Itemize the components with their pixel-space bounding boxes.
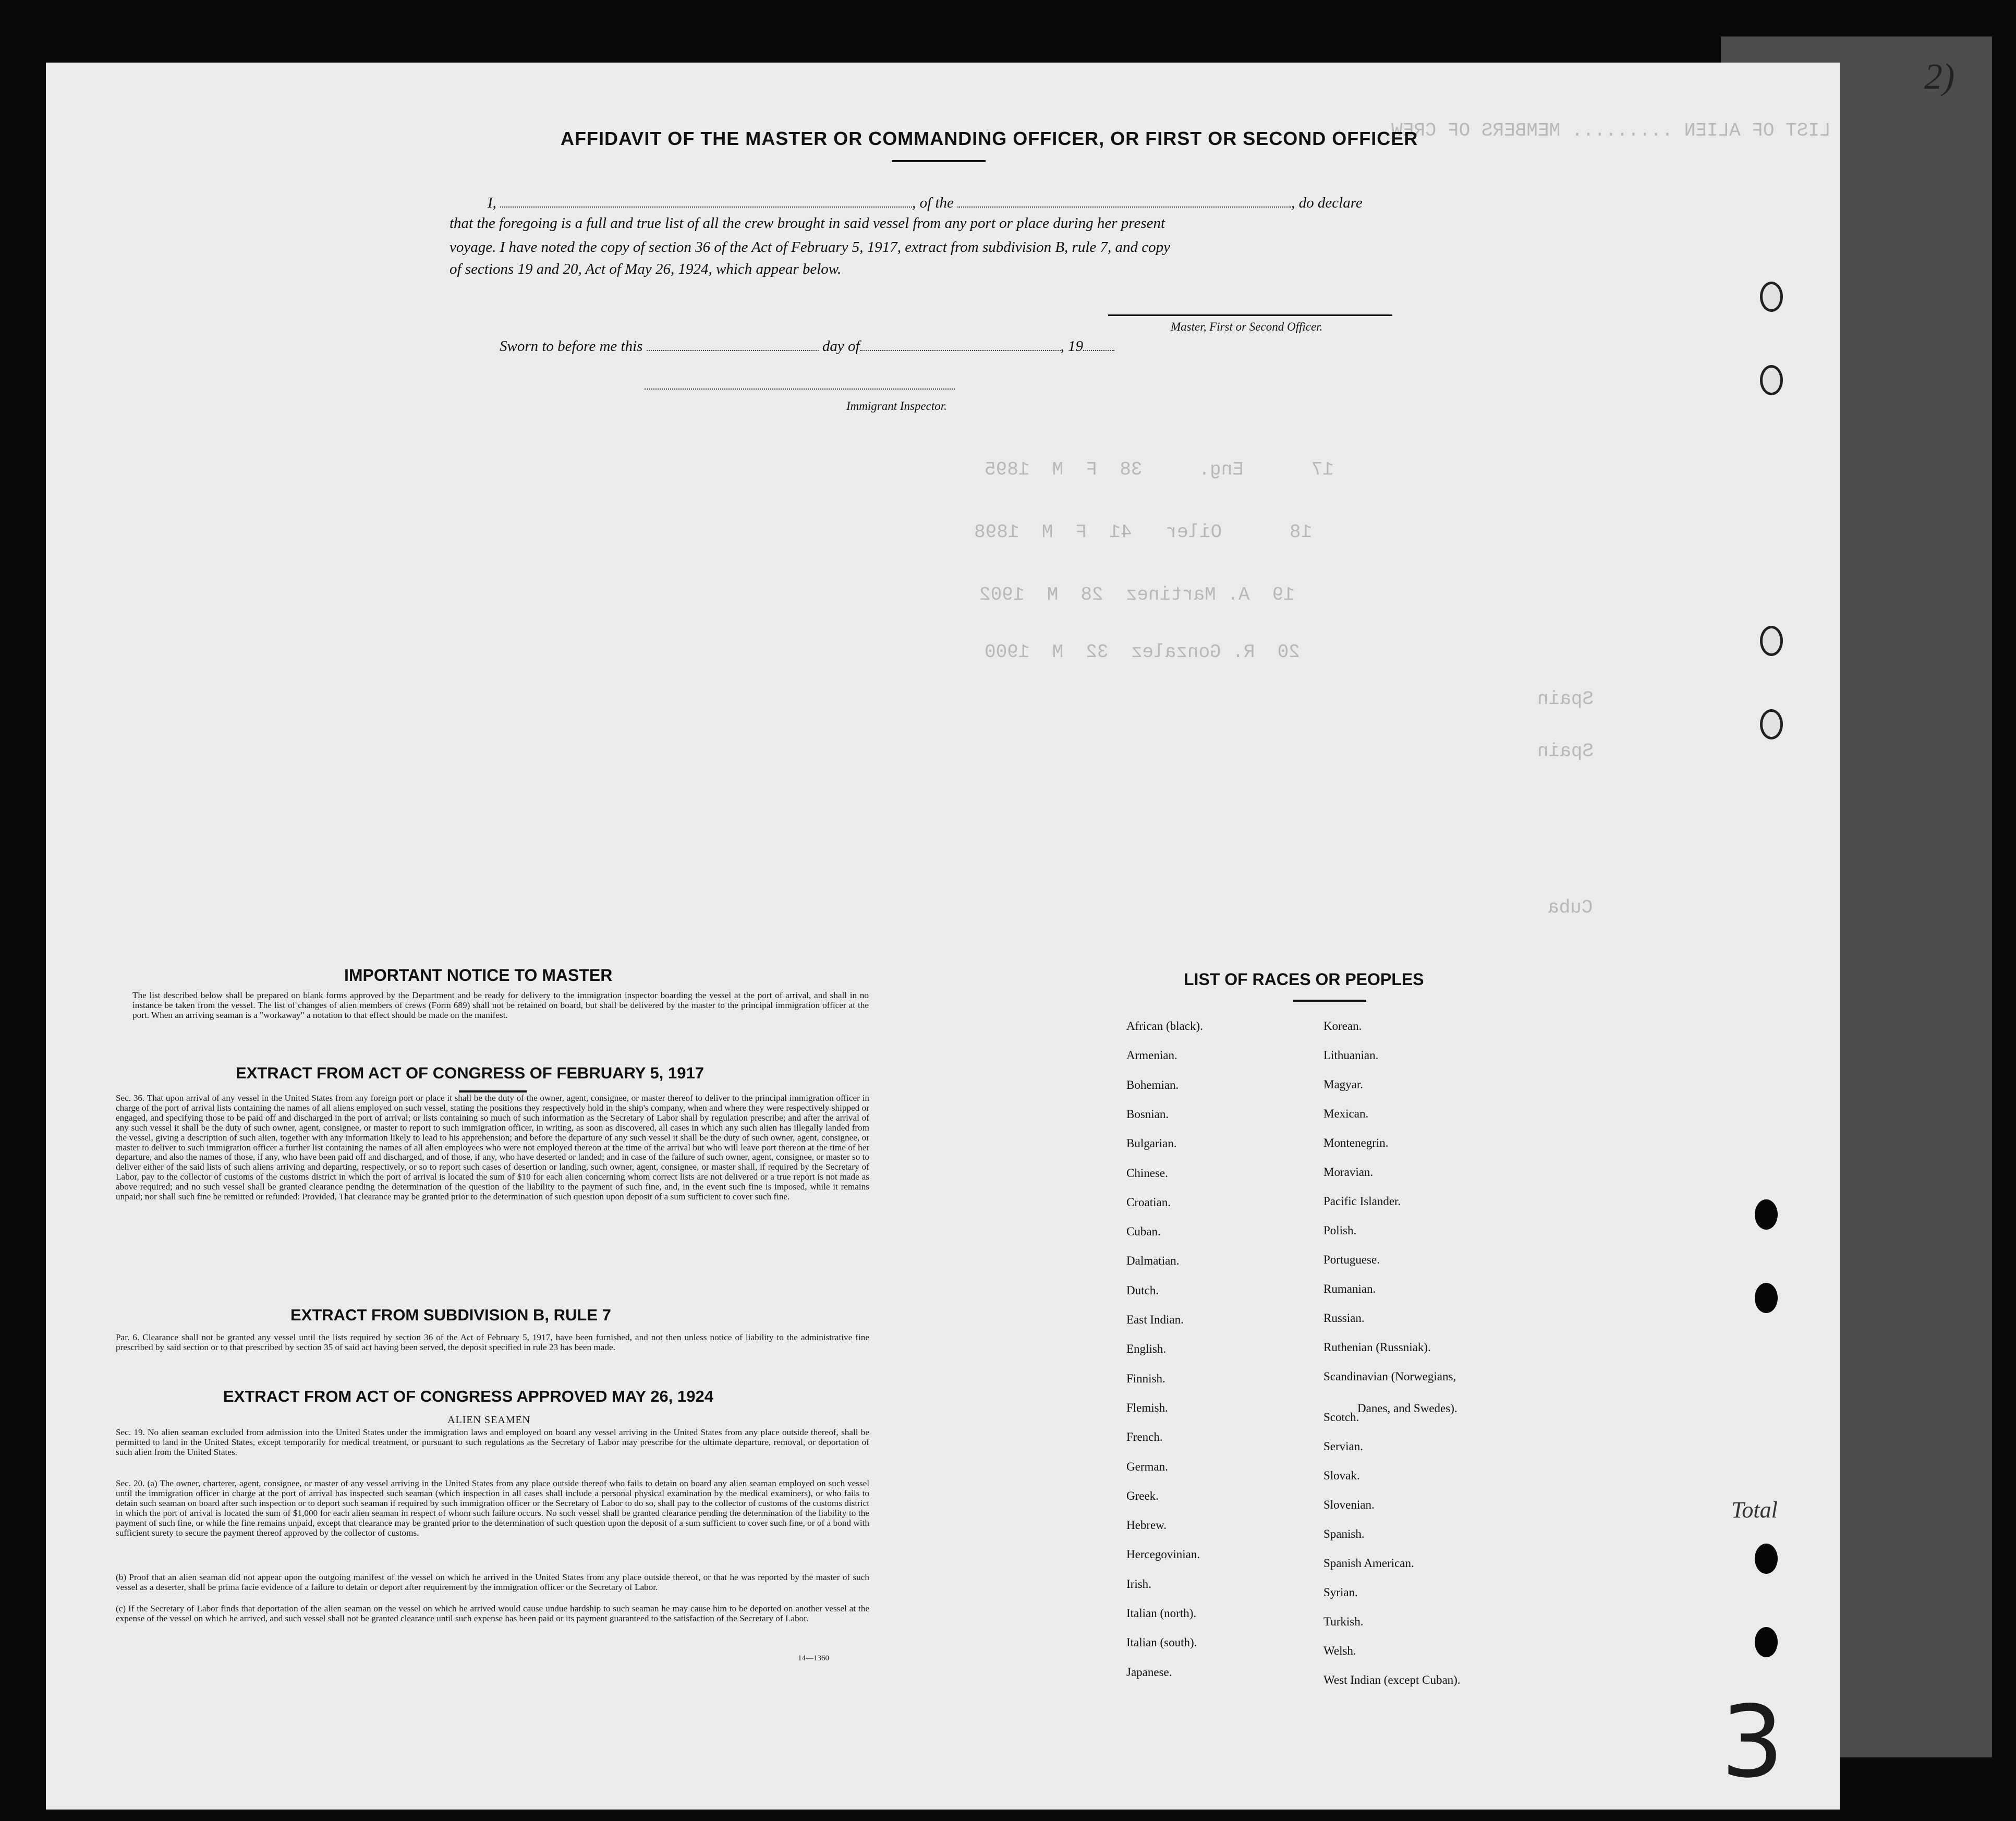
sworn-line	[500, 338, 1114, 355]
race-item: Slovenian.	[1323, 1498, 1375, 1511]
race-item: Slovak.	[1323, 1469, 1360, 1482]
races-title: LIST OF RACES OR PEOPLES	[1184, 970, 1424, 989]
extract-1917-title: EXTRACT FROM ACT OF CONGRESS OF FEBRUARY 5, 1917	[236, 1064, 704, 1082]
race-item: Cuban.	[1126, 1225, 1161, 1238]
race-item: African (black).	[1126, 1019, 1203, 1033]
inspector-signature-line	[645, 389, 955, 390]
race-item: Turkish.	[1323, 1615, 1364, 1628]
sworn-prefix: Sworn to before me this	[500, 338, 643, 355]
race-item: French.	[1126, 1430, 1163, 1443]
punch-hole	[1755, 1544, 1778, 1574]
sec20c-body: (c) If the Secretary of Labor finds that deportation of the alien seaman on the vessel on which he arrived would cause undue hardship to such seaman he may cause him to be deported on another vessel at the expense of the vessel on which he arrived, and such vessel shall not be granted clearance until such expense has been paid or its payment guaranteed to the satisfaction of the Secretary of Labor.	[116, 1604, 869, 1623]
race-item: Italian (south).	[1126, 1636, 1197, 1649]
race-item: Russian.	[1323, 1312, 1365, 1325]
master-signature-line	[1108, 314, 1392, 316]
bleed-through-text: 17 Eng. 38 F M 1895	[985, 459, 1334, 480]
race-item: Lithuanian.	[1323, 1049, 1379, 1062]
race-item: Flemish.	[1126, 1401, 1168, 1414]
handwritten-page-number: 2)	[1924, 57, 1955, 97]
race-item: Bulgarian.	[1126, 1137, 1177, 1150]
race-item: Magyar.	[1323, 1078, 1364, 1091]
punch-hole	[1760, 626, 1783, 656]
race-item: Bosnian.	[1126, 1108, 1169, 1121]
race-item: Scandinavian (Norwegians,	[1323, 1370, 1456, 1383]
affidavit-of-the: , of the	[912, 195, 954, 211]
handwritten-number: 3	[1721, 1684, 1784, 1800]
document-page	[46, 63, 1840, 1810]
race-item: English.	[1126, 1342, 1167, 1355]
race-item: Servian.	[1323, 1440, 1364, 1453]
race-item: German.	[1126, 1460, 1168, 1473]
title-rule	[892, 160, 986, 162]
extract-1917-body: Sec. 36. That upon arrival of any vessel in the United States from any foreign port or place it shall be the duty of the owner, agent, consignee, or master thereof to deliver to the principal immigration officer in charge of the port of arrival lists containing the names of all aliens employed on such vessel, stating the positions they respectively hold in the ship's company, when and where they were respectively shipped or engaged, and specifying those to be paid off and discharged in the port of arrival; or lists containing so much of such information as the Secretary of Labor shall by regulation prescribe; and after the arrival of any such vessel it shall be the duty of such owner, agent, consignee, or master to report to such immigration officer, in writing, as soon as discovered, all cases in which any such alien has illegally landed from the vessel, giving a description of such alien, together with any information likely to lead to his apprehension; and before the departure of any such vessel it shall be the duty of such owner, agent, consignee, or master to deliver to such immigration officer a further list containing the names of all alien employees who were not employed thereon at the time of the arrival but who will leave port thereon at the time of her departure, and also the names of those, if any, who have been paid off and discharged, and of those, if any, who have deserted or landed; and in case of the failure of such owner, agent, consignee, or master so to deliver either of the said lists of such aliens arriving and departing, respectively, or so to report such cases of desertion or landing, such owner, agent, consignee, or master shall, if required by the Secretary of Labor, pay to the collector of customs of the customs district in which the port of arrival is located the sum of $10 for each alien concerning whom correct lists are not delivered or a true report is not made as above required; and no such vessel shall be granted clearance pending the determination of the question of the liability to the payment of such fine, and, in the event such fine is imposed, while it remains unpaid; nor shall such fine be remitted or refunded: Provided, That clearance may be granted prior to the determination of such question upon deposit of a sum sufficient to cover such fine.	[116, 1093, 869, 1202]
punch-hole	[1760, 282, 1783, 312]
punch-hole	[1760, 365, 1783, 395]
affidavit-line-2: that the foregoing is a full and true list of all the crew brought in said vessel from any port or place during her present	[450, 215, 1165, 232]
inspector-caption: Immigrant Inspector.	[846, 399, 947, 412]
race-item: Armenian.	[1126, 1049, 1177, 1062]
punch-hole	[1755, 1283, 1778, 1313]
punch-hole	[1755, 1199, 1778, 1230]
sec20b-body: (b) Proof that an alien seaman did not appear upon the outgoing manifest of the vessel on which he arrived in the United States from any place outside thereof, or that he was reported by the master of such vessel as a deserter, shall be prima facie evidence of a failure to detain or deport after requirement by the immigration officer or the Secretary of Labor.	[116, 1572, 869, 1592]
affidavit-title: AFFIDAVIT OF THE MASTER OR COMMANDING OFFICER, OR FIRST OR SECOND OFFICER	[561, 128, 1418, 149]
race-item: East Indian.	[1126, 1313, 1184, 1326]
extract-1924-title: EXTRACT FROM ACT OF CONGRESS APPROVED MAY 26, 1924	[223, 1387, 713, 1405]
race-item: Dalmatian.	[1126, 1254, 1180, 1267]
notice-body: The list described below shall be prepared on blank forms approved by the Department and be ready for delivery to the immigration inspector boarding the vessel at the port of arrival, and shall in no instance be taken from the vessel. The list of changes of alien members of crews (Form 689) shall not be retained on board, but shall be delivered by the master to the principal immigration officer at the port. When an arriving seaman is a "workaway" a notation to that effect should be made on the manifest.	[132, 990, 869, 1020]
race-item: Spanish American.	[1323, 1557, 1414, 1570]
name-blank	[500, 196, 912, 208]
form-number: 14—1360	[798, 1654, 829, 1662]
sworn-year: , 19	[1060, 338, 1084, 355]
race-item: Finnish.	[1126, 1372, 1165, 1385]
race-item: Scotch.	[1323, 1411, 1359, 1424]
sec19-body: Sec. 19. No alien seaman excluded from admission into the United States under the immigration laws and employed on board any vessel arriving in the United States from any place outside thereof, shall be permitted to land in the United States, except temporarily for medical treatment, or pursuant to such regulations as the Secretary of Labor may prescribe for the ultimate departure, removal, or deportation of such alien from the United States.	[116, 1427, 869, 1457]
notice-title: IMPORTANT NOTICE TO MASTER	[344, 966, 613, 985]
month-blank	[860, 339, 1061, 351]
race-item: Greek.	[1126, 1489, 1159, 1502]
bleed-through-text: Cuba	[1548, 897, 1593, 918]
year-blank	[1083, 339, 1114, 351]
day-blank	[647, 339, 819, 351]
affidavit-declare: , do declare	[1291, 195, 1363, 211]
race-item: Welsh.	[1323, 1644, 1356, 1657]
race-item: Croatian.	[1126, 1196, 1171, 1209]
title-rule	[459, 1090, 527, 1092]
race-item: Moravian.	[1323, 1166, 1374, 1179]
extract-rule7-title: EXTRACT FROM SUBDIVISION B, RULE 7	[290, 1306, 611, 1324]
master-caption: Master, First or Second Officer.	[1171, 320, 1323, 333]
race-item: Pacific Islander.	[1323, 1195, 1401, 1208]
race-item: Ruthenian (Russniak).	[1323, 1341, 1431, 1354]
race-item: Syrian.	[1323, 1586, 1358, 1599]
affidavit-line-1	[488, 195, 1363, 212]
bleed-through-text: 20 R. Gonzalez 32 M 1900	[985, 641, 1300, 663]
race-item: Mexican.	[1323, 1107, 1369, 1120]
bleed-through-text: Spain	[1537, 688, 1594, 710]
race-item: Irish.	[1126, 1577, 1151, 1591]
sec20a-body: Sec. 20. (a) The owner, charterer, agent, consignee, or master of any vessel arriving in the United States from any place outside thereof who fails to detain on board any alien seaman employed on such vessel until the immigration officer in charge at the port of arrival has inspected such seaman (which inspection in all cases shall include a personal physical examination by the medical examiners), or who fails to detain such seaman on board after such inspection or to deport such seaman if required by such immigration officer or the Secretary of Labor to do so, shall pay to the collector of customs of the customs district in which the port of arrival is located the sum of $1,000 for each alien seaman in respect of whom such failure occurs. No such vessel shall be granted clearance pending the determination of the liability to the payment of such fine, or while the fine remains unpaid, except that clearance may be granted prior to the determination of such question upon the deposit of a sum sufficient to cover such fine, or of a bond with sufficient surety to secure the payment thereof approved by the collector of customs.	[116, 1478, 869, 1538]
extract-rule7-body: Par. 6. Clearance shall not be granted any vessel until the lists required by section 36 of the Act of February 5, 1917, have been furnished, and not then unless notice of liability to the administrative fine prescribed by said section or to that prescribed by section 35 of said act having been served, the deposit specified in rule 23 has been made.	[116, 1332, 869, 1352]
title-rule	[1293, 1000, 1366, 1002]
punch-hole	[1755, 1627, 1778, 1657]
race-item: Hebrew.	[1126, 1519, 1167, 1532]
bleed-through-text: 18 Oiler 41 F M 1898	[974, 521, 1313, 543]
race-item: West Indian (except Cuban).	[1323, 1673, 1461, 1686]
race-item: Chinese.	[1126, 1167, 1168, 1180]
alien-seamen-heading: ALIEN SEAMEN	[447, 1414, 531, 1426]
bleed-through-text: Spain	[1537, 740, 1594, 762]
race-item: Polish.	[1323, 1224, 1357, 1237]
race-item: Japanese.	[1126, 1666, 1172, 1679]
race-item: Bohemian.	[1126, 1078, 1179, 1091]
race-item: Spanish.	[1323, 1527, 1365, 1540]
race-item: Montenegrin.	[1323, 1136, 1389, 1149]
race-item: Rumanian.	[1323, 1282, 1376, 1295]
race-item: Italian (north).	[1126, 1607, 1197, 1620]
race-item: Korean.	[1323, 1019, 1362, 1033]
race-item: Hercegovinian.	[1126, 1548, 1200, 1561]
vessel-blank	[957, 196, 1291, 208]
punch-hole	[1760, 709, 1783, 739]
affidavit-i: I,	[488, 195, 496, 211]
bleed-through-text: 19 A. Martinez 28 M 1902	[979, 584, 1295, 605]
handwritten-margin-note: Total	[1731, 1497, 1778, 1523]
sworn-day-of: day of	[822, 338, 860, 355]
bleed-through-text: LIST OF ALIEN ......... MEMBERS OF CREW	[1391, 120, 1831, 141]
affidavit-line-4: of sections 19 and 20, Act of May 26, 1924, which appear below.	[450, 261, 842, 277]
race-item: Portuguese.	[1323, 1253, 1380, 1266]
race-item: Dutch.	[1126, 1284, 1159, 1297]
affidavit-line-3: voyage. I have noted the copy of section 36 of the Act of February 5, 1917, extract from subdivision B, rule 7, and copy	[450, 239, 1171, 256]
race-item: Danes, and Swedes).	[1357, 1402, 1458, 1415]
